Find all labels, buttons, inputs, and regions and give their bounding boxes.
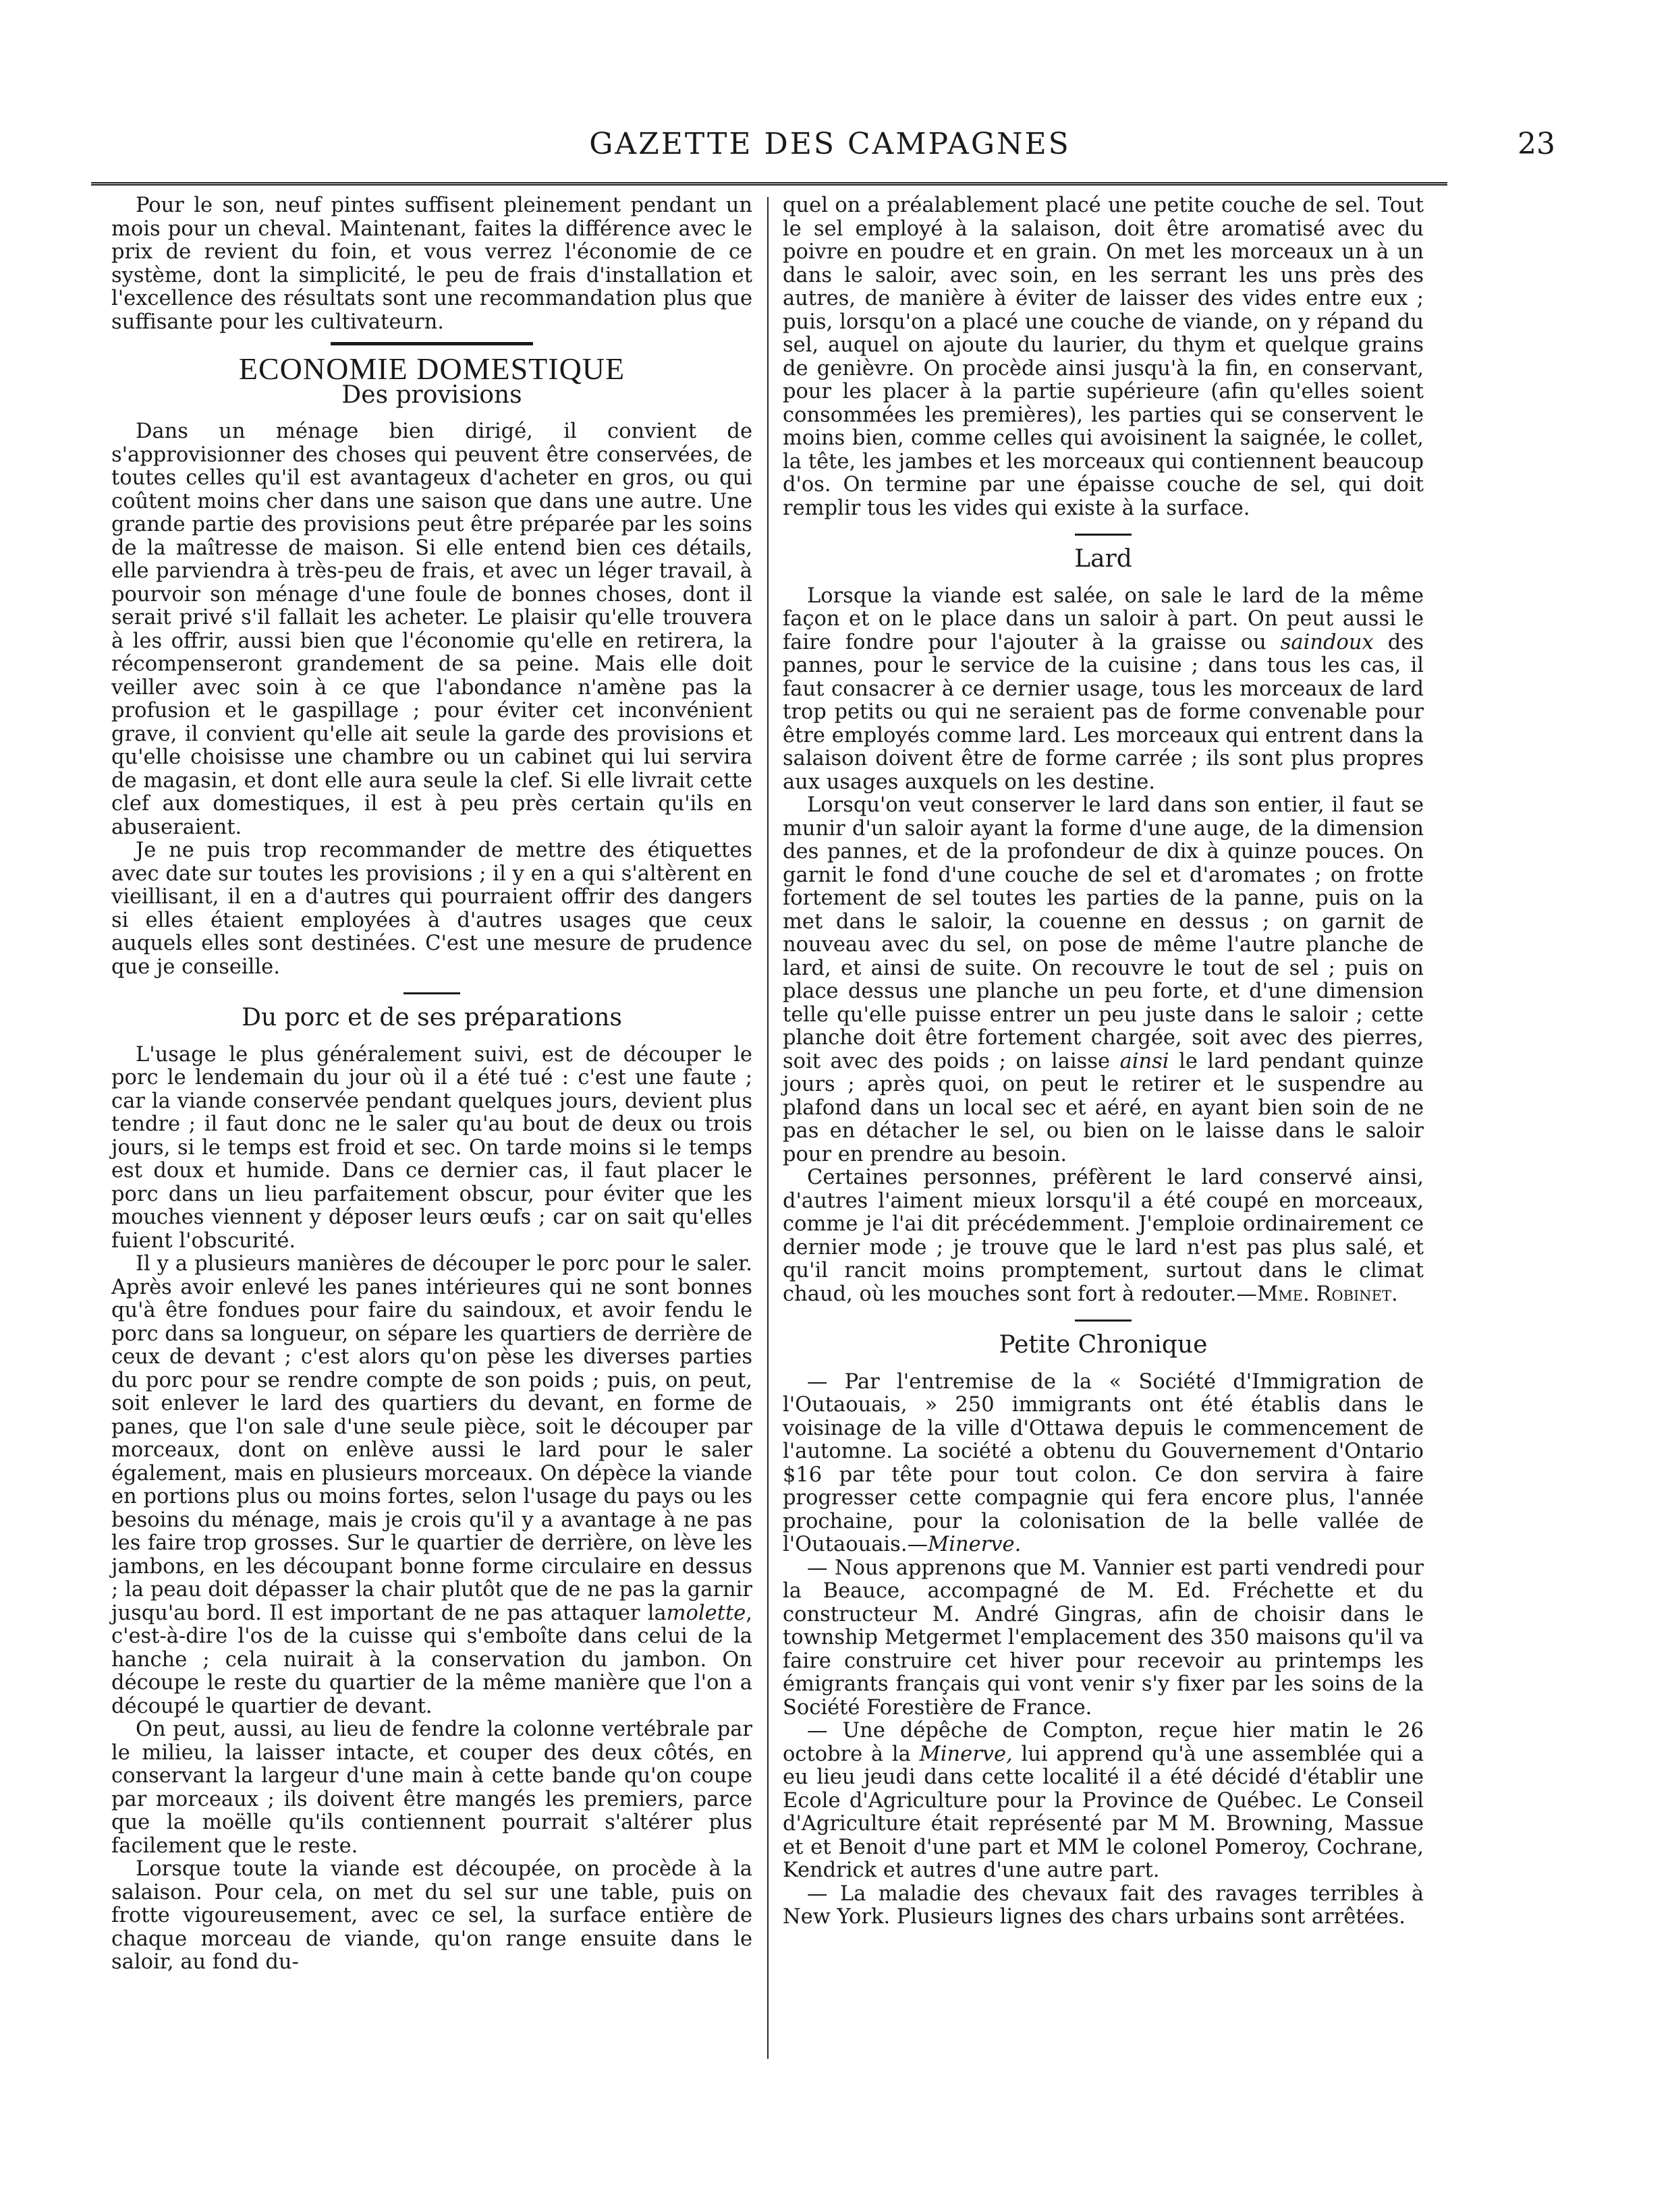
separator-rule	[1075, 534, 1132, 536]
separator-rule	[1075, 1320, 1132, 1322]
italic-term: saindoux	[1280, 630, 1374, 654]
header-rule	[91, 182, 1447, 188]
section-rule	[331, 342, 533, 345]
text-run: des pannes, pour le service de la cuisine ; dans tous les cas, il faut consacrer à ce dernier usage, tous les morceaux de lard trop petits ou qui ne seraient pas de forme convenable pour être employés comme lard. Les morceaux qui entrent dans la salaison doivent être de forme carrée ; ils sont plus propres aux usages auxquels on les destine.	[783, 630, 1424, 794]
paragraph: Je ne puis trop recommander de mettre des étiquettes avec date sur toutes les provisions ; il y en a qui s'altèrent en vieillisant, il en a d'autres qui pourraient offrir des dangers si elles étaient employées à d'autres usages que ceux auquels elles sont destinées. C'est une mesure de prudence que je conseille.	[111, 839, 752, 979]
text-run: Lorsqu'on veut conserver le lard dans son entier, il faut se munir d'un saloir ayant la forme d'une auge, de la dimension des pannes, et de la profondeur de dix à quinze pouces. On garnit le fond d'une couche de sel et d'aromates ; on frotte fortement de sel toutes les parties de la panne, puis on la met dans le saloir, la couenne en dessus ; on garnit de nouveau avec du sel, on pose de même l'autre planche de lard, et ainsi de suite. On recouvre le tout de sel ; puis on place dessus une planche un peu forte, et d'une dimension telle qu'elle puisse entrer un peu juste dans le saloir ; cette planche doit être fortement chargée, soit avec des pierres, soit avec des poids ; on laisse	[783, 793, 1424, 1073]
subsection-title: Petite Chronique	[999, 1331, 1208, 1359]
left-column	[111, 194, 752, 1975]
paragraph	[111, 1253, 752, 1718]
subsection-title: Du porc et de ses préparations	[242, 1004, 622, 1031]
subsection-title: Des provisions	[341, 380, 522, 409]
news-item	[783, 1720, 1424, 1883]
right-column	[783, 194, 1424, 1929]
page-number: 23	[1518, 127, 1555, 161]
paragraph: quel on a préalablement placé une petite couche de sel. Tout le sel employé à la salaison, doit être aromatisé avec du poivre en poudre et en grain. On met les morceaux un à un dans le saloir, avec soin, en les serrant les uns près des autres, de manière à éviter de laisser des vides entre eux ; puis, lorsqu'on a placé une couche de viande, on y répand du sel, auquel on ajoute du laurier, du thym et quelque grains de genièvre. On procède ainsi jusqu'à la fin, en conservant, pour les placer à la partie supérieure (afin qu'elles soient consommées les premières), les parties qui se conservent le moins bien, comme celles qui avoisinent la saignée, le collet, la tête, les jambes et les morceaux qui contiennent beaucoup d'os. On termine par une épaisse couche de sel, qui doit remplir tous les vides qui existe à la surface.	[783, 194, 1424, 520]
text-run: , c'est-à-dire l'os de la cuisse qui s'emboîte dans celui de la hanche ; cela nuirait à la conservation du jambon. On découpe le reste du quartier de la même manière que l'on a découpé le quartier de devant.	[111, 1601, 752, 1718]
italic-term: ainsi	[1119, 1049, 1169, 1073]
italic-term: Minerve,	[919, 1742, 1013, 1766]
separator-rule	[403, 992, 460, 994]
intro-paragraph: Pour le son, neuf pintes suffisent pleinement pendant un mois pour un cheval. Maintenant, faites la différence avec le prix de revient du foin, et vous verrez l'économie de ce système, dont la simplicité, le peu de frais d'installation et l'excellence des résultats sont une recommandation plus que suffisante pour les cultivateurn.	[111, 194, 752, 334]
text-run: Certaines personnes, préfèrent le lard conservé ainsi, d'autres l'aiment mieux lorsqu'il a été coupé en morceaux, comme je l'ai dit précédemment. J'emploie ordinairement ce dernier mode ; je trouve que le lard n'est pas plus salé, et qu'il rancit moins promptement, surtout dans le climat chaud, où les mouches sont fort à redouter.—	[783, 1166, 1424, 1306]
news-item	[783, 1371, 1424, 1557]
paragraph	[783, 585, 1424, 795]
text-run: Il y a plusieurs manières de découper le porc pour le saler. Après avoir enlevé les panes intérieures qui ne sont bonnes qu'à être fondues pour faire du saindoux, et avoir fendu le porc dans sa longueur, on sépare les quartiers de derrière de ceux de devant ; c'est alors qu'on pèse les diverses parties du porc pour se rendre compte de son poids ; puis, on peut, soit enlever le lard des quartiers du devant, en forme de panes, que l'on sale d'une seule pièce, soit le découper par morceaux, dont on enlève aussi le lard pour le saler également, mais en plusieurs morceaux. On dépèce la viande en portions plus ou moins fortes, selon l'usage du pays ou les besoins du ménage, mais je crois qu'il y a avantage à ne pas les faire trop grosses. Sur le quartier de derrière, on lève les jambons, en les découpant bonne forme circulaire en dessus ; la peau doit dépasser la chair plutôt que de ne pas la garnir jusqu'au bord. Il est important de ne pas attaquer la	[111, 1252, 752, 1625]
news-item: — La maladie des chevaux fait des ravages terribles à New York. Plusieurs lignes des chars urbains sont arrêtées.	[783, 1881, 1424, 1929]
italic-term: molette	[666, 1601, 746, 1625]
author-signature: Mme. Robinet.	[1256, 1282, 1398, 1306]
paragraph: On peut, aussi, au lieu de fendre la colonne vertébrale par le milieu, la laisser intacte, et couper des deux côtés, en conservant la largeur d'une main à cette bande qu'on coupe par morceaux ; ils doivent être mangés les premiers, parce que la moëlle qu'ils contiennent pourrait s'altérer plus facilement que le reste.	[111, 1718, 752, 1858]
text-run: le lard pendant quinze jours ; après quoi, on peut le retirer et le suspendre au plafond dans un local sec et aéré, en ayant bien soin de ne pas en détacher le sel, ou bien on le laisse dans le saloir pour en prendre au besoin.	[783, 1049, 1424, 1166]
running-head	[0, 127, 1670, 167]
column-rule	[767, 197, 769, 2059]
paragraph: Lorsque toute la viande est découpée, on procède à la salaison. Pour cela, on met du sel sur une table, puis on frotte vigoureusement, avec ce sel, la surface entière de chaque morceau de viande, qu'on range ensuite dans le saloir, au fond du-	[111, 1857, 752, 1974]
text-run: — Par l'entremise de la « Société d'Immigration de l'Outaouais, » 250 immigrants ont été établis dans le voisinage de la ville d'Ottawa depuis le commencement de l'automne. La société a obtenu du Gouvernement d'Ontario $16 par tête pour tout colon. Ce don servira à faire progresser cette compagnie qui fera encore plus, l'année prochaine, pour la colonisation de la belle vallée de l'Outaouais.—	[783, 1369, 1424, 1556]
paragraph	[783, 1166, 1424, 1306]
paragraph	[783, 794, 1424, 1166]
section-title: ECONOMIE DOMESTIQUE	[238, 351, 625, 386]
paragraph: L'usage le plus généralement suivi, est de découper le porc le lendemain du jour où il a été tué : c'est une faute ; car la viande conservée pendant quelques jours, devient plus tendre ; il faut donc ne le saler qu'au bout de deux ou trois jours, si le temps est froid et sec. On tarde moins si le temps est doux et humide. Dans ce dernier cas, il faut placer le porc dans un lieu parfaitement obscur, pour éviter que les mouches viennent y déposer leurs œufs ; car on sait qu'elles fuient l'obscurité.	[111, 1042, 752, 1253]
subsection-title: Lard	[1074, 545, 1132, 573]
news-item: — Nous apprenons que M. Vannier est parti vendredi pour la Beauce, accompagné de M. Ed. Fréchette et du constructeur M. André Gingras, afin de choisir dans le township Metgermet l'emplacement des 350 maisons qu'il va faire construire cet hiver pour recevoir au printemps les émigrants français qui vont venir s'y fixer par les soins de la Société Forestière de France.	[783, 1556, 1424, 1720]
source-citation: Minerve.	[928, 1533, 1022, 1556]
running-title: GAZETTE DES CAMPAGNES	[589, 127, 1071, 161]
text-run: Lorsque la viande est salée, on sale le lard de la même façon et on le place dans un saloir à part. On peut aussi le faire fondre pour l'ajouter à la graisse ou	[783, 584, 1424, 654]
paragraph: Dans un ménage bien dirigé, il convient de s'approvisionner des choses qui peuvent être conservées, de toutes celles qu'il est avantageux d'acheter en gros, ou qui coûtent moins cher dans une saison que dans une autre. Une grande partie des provisions peut être préparée par les soins de la maîtresse de maison. Si elle entend bien ces détails, elle parviendra à très-peu de frais, et avec un léger travail, à pourvoir son ménage d'une foule de bonnes choses, dont il serait privé s'il fallait les acheter. Le plaisir qu'elle trouvera à les offrir, aussi bien que l'économie qu'elle en retirera, la récompenseront grandement de sa peine. Mais elle doit veiller avec soin à ce que l'abondance n'amène pas la profusion et le gaspillage ; pour éviter cet inconvénient grave, il convient qu'elle ait seule la garde des provisions et qu'elle choisisse une chambre ou un cabinet qui lui servira de magasin, et dont elle aura seule la clef. Si elle livrait cette clef aux domestiques, il est à peu près certain qu'ils en abuseraient.	[111, 420, 752, 839]
text-run: — Une dépêche de Compton, reçue hier matin le 26 octobre à la	[783, 1719, 1424, 1766]
text-run: lui apprend qu'à une assemblée qui a eu lieu jeudi dans cette localité il a été décidé d'établir une Ecole d'Agriculture pour la Province de Québec. Le Conseil d'Agriculture était représenté par M M. Browning, Massue et et Benoit d'une part et MM le colonel Pomeroy, Cochrane, Kendrick et autres d'une autre part.	[783, 1742, 1424, 1882]
